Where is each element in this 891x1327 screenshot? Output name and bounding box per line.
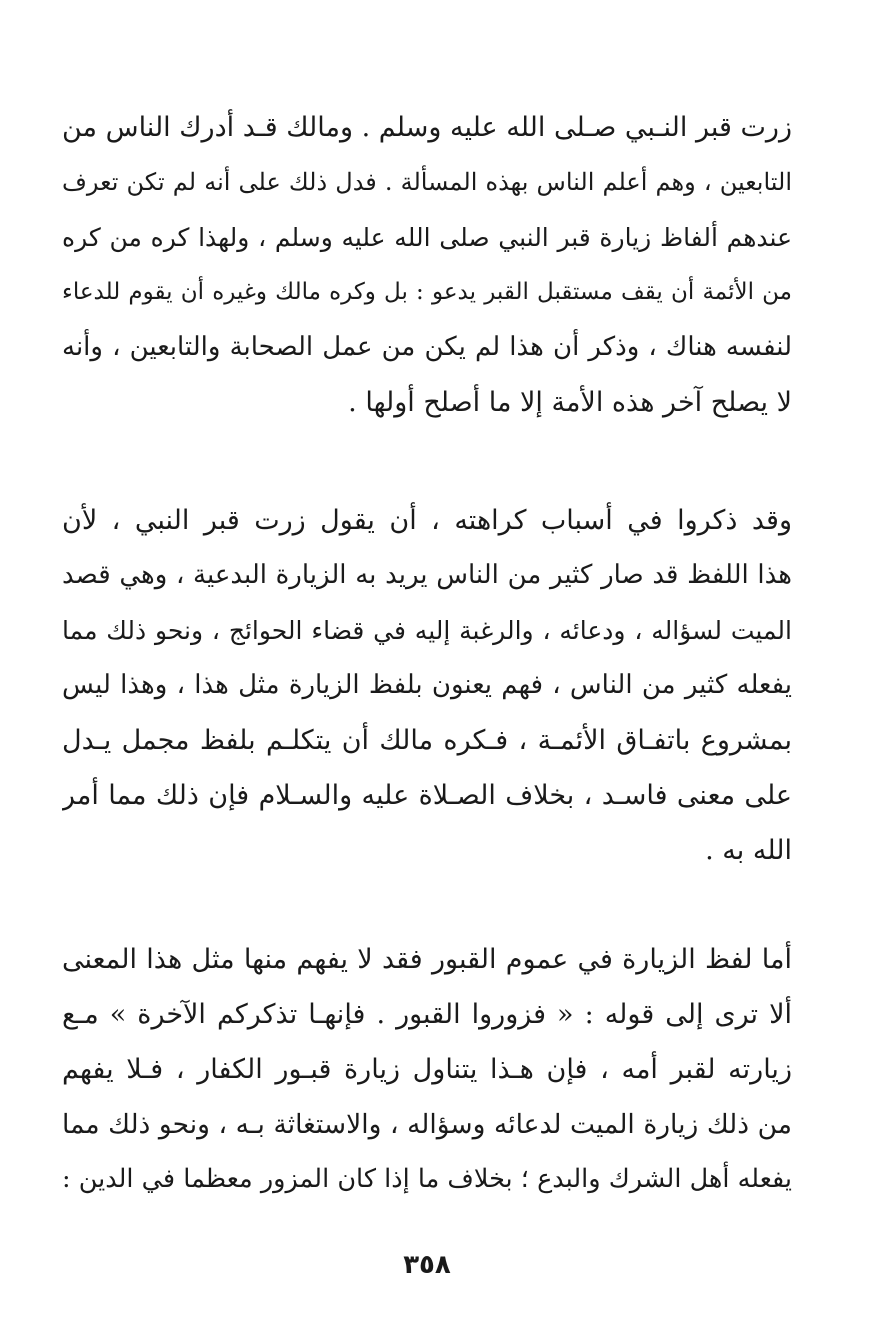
text-line: التابعين ، وهم أعلم الناس بهذه المسألة . فدل ذلك على أنه لم تكن تعرف [62, 168, 792, 196]
page-number: ٣٥٨ [403, 1250, 451, 1280]
text-line: على معنى فاسـد ، بخلاف الصـلاة عليه والسـلام فإن ذلك مما أمر [62, 780, 792, 811]
text-line: الله به . [705, 835, 792, 866]
text-line: ألا ترى إلى قوله : « فزوروا القبور . فإنهـا تذكركم الآخرة » مـع [62, 999, 792, 1030]
text-line: هذا اللفظ قد صار كثير من الناس يريد به الزيارة البدعية ، وهي قصد [62, 560, 792, 590]
text-line: زرت قبر النـبي صـلى الله عليه وسلم . ومالك قـد أدرك الناس من [62, 112, 792, 143]
text-line: وقد ذكروا في أسباب كراهته ، أن يقول زرت قبر النبي ، لأن [62, 505, 792, 536]
page-body [62, 100, 792, 1280]
text-line: من ذلك زيارة الميت لدعائه وسؤاله ، والاستغاثة بـه ، ونحو ذلك مما [62, 1109, 792, 1140]
text-line: الميت لسؤاله ، ودعائه ، والرغبة إليه في قضاء الحوائج ، ونحو ذلك مما [62, 616, 792, 645]
text-line: بمشروع باتفـاق الأئمـة ، فـكره مالك أن يتكلـم بلفظ مجمل يـدل [62, 725, 792, 756]
paragraph-2 [62, 493, 792, 878]
text-line: عندهم ألفاظ زيارة قبر النبي صلى الله عليه وسلم ، ولهذا كره من كره [62, 223, 792, 252]
paragraph-1 [62, 100, 792, 430]
text-line: أما لفظ الزيارة في عموم القبور فقد لا يفهم منها مثل هذا المعنى [62, 944, 792, 975]
text-line: زيارته لقبر أمه ، فإن هـذا يتناول زيارة قبـور الكفار ، فـلا يفهم [62, 1054, 792, 1085]
text-line: يفعله أهل الشرك والبدع ؛ بخلاف ما إذا كان المزور معظما في الدين : [62, 1164, 792, 1194]
text-line: لنفسه هناك ، وذكر أن هذا لم يكن من عمل الصحابة والتابعين ، وأنه [62, 332, 792, 362]
paragraph-3 [62, 932, 792, 1207]
text-line: من الأئمة أن يقف مستقبل القبر يدعو : بل وكره مالك وغيره أن يقوم للدعاء [62, 279, 792, 305]
text-line: يفعله كثير من الناس ، فهم يعنون بلفظ الزيارة مثل هذا ، وهذا ليس [62, 670, 792, 700]
text-line: لا يصلح آخر هذه الأمة إلا ما أصلح أولها . [348, 387, 792, 418]
